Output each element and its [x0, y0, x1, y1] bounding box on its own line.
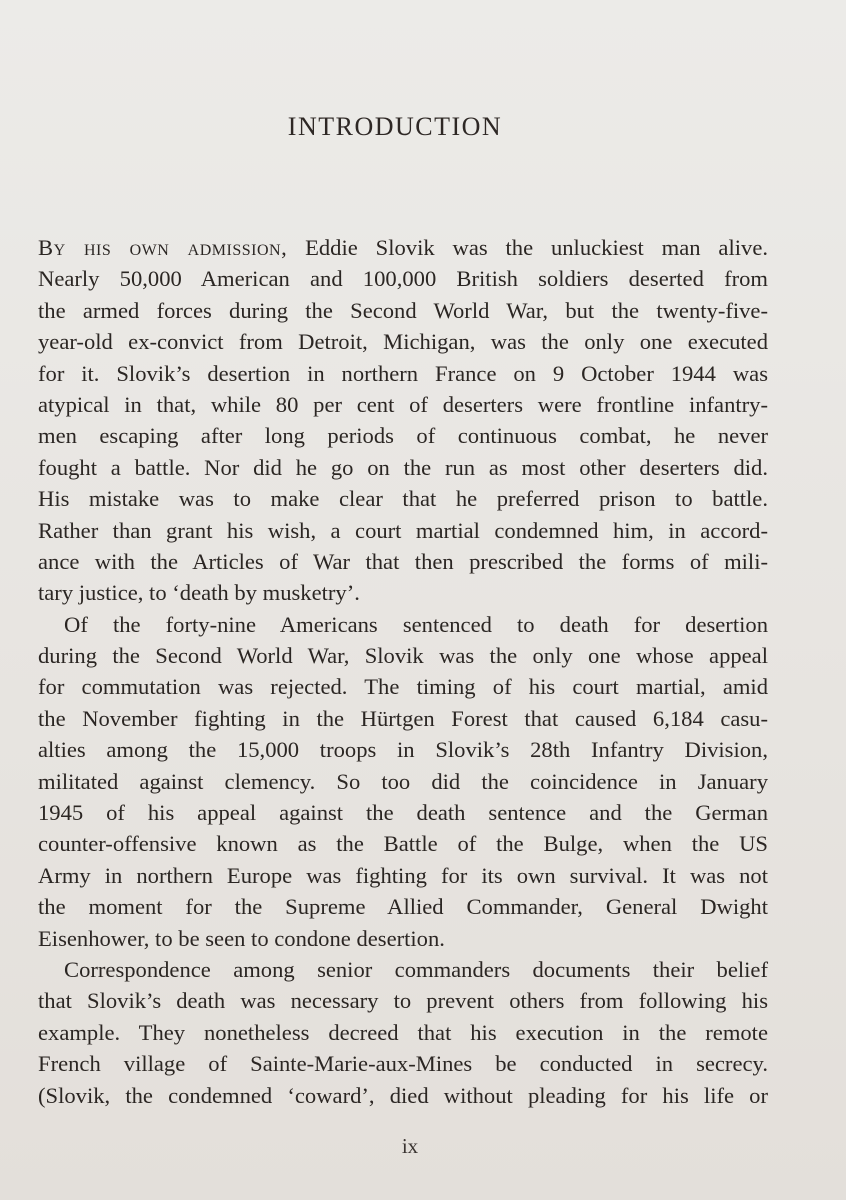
- text-line: (Slovik, the condemned ‘coward’, died without pleading for his life or: [38, 1082, 768, 1108]
- text-line: the moment for the Supreme Allied Commander, General Dwight: [38, 894, 768, 920]
- text-line: alties among the 15,000 troops in Slovik’s 28th Infantry Division,: [38, 737, 768, 763]
- text-line: the armed forces during the Second World War, but the twenty-five-: [38, 297, 768, 323]
- text-line: 1945 of his appeal against the death sentence and the German: [38, 800, 768, 826]
- text-line: during the Second World War, Slovik was the only one whose appeal: [38, 643, 768, 669]
- opening-smallcaps: By his own admission,: [38, 235, 288, 260]
- text-line: counter-offensive known as the Battle of the Bulge, when the US: [38, 831, 768, 857]
- page-number: ix: [401, 1134, 419, 1158]
- text-line: for commutation was rejected. The timing of his court martial, amid: [38, 674, 768, 700]
- text-line: French village of Sainte-Marie-aux-Mines be conducted in secrecy.: [38, 1051, 768, 1077]
- text-line: His mistake was to make clear that he preferred prison to battle.: [38, 486, 768, 512]
- line-text: Eddie Slovik was the unluckiest man alive.: [287, 235, 768, 260]
- text-line: men escaping after long periods of continuous combat, he never: [38, 423, 768, 449]
- text-line: Eisenhower, to be seen to condone desertion.: [38, 925, 445, 951]
- text-line: atypical in that, while 80 per cent of deserters were frontline infantry-: [38, 391, 768, 417]
- text-line: [38, 232, 768, 263]
- text-line: the November fighting in the Hürtgen Forest that caused 6,184 casu-: [38, 705, 768, 731]
- text-line: for it. Slovik’s desertion in northern France on 9 October 1944 was: [38, 360, 768, 386]
- body-text: [38, 232, 768, 1111]
- text-line: that Slovik’s death was necessary to prevent others from following his: [38, 988, 768, 1014]
- text-line: tary justice, to ‘death by musketry’.: [38, 580, 360, 606]
- text-line: example. They nonetheless decreed that his execution in the remote: [38, 1019, 768, 1045]
- text-line: Nearly 50,000 American and 100,000 British soldiers deserted from: [38, 266, 768, 292]
- text-line: ance with the Articles of War that then prescribed the forms of mili-: [38, 548, 768, 574]
- text-line: year-old ex-convict from Detroit, Michigan, was the only one executed: [38, 329, 768, 355]
- chapter-heading: INTRODUCTION: [287, 112, 503, 141]
- text-line: Rather than grant his wish, a court martial condemned him, in accord-: [38, 517, 768, 543]
- text-line: Correspondence among senior commanders documents their belief: [64, 956, 768, 982]
- text-line: Of the forty-nine Americans sentenced to death for desertion: [64, 611, 768, 637]
- text-line: fought a battle. Nor did he go on the run as most other deserters did.: [38, 454, 768, 480]
- text-line: Army in northern Europe was fighting for its own survival. It was not: [38, 862, 768, 888]
- text-line: militated against clemency. So too did the coincidence in January: [38, 768, 768, 794]
